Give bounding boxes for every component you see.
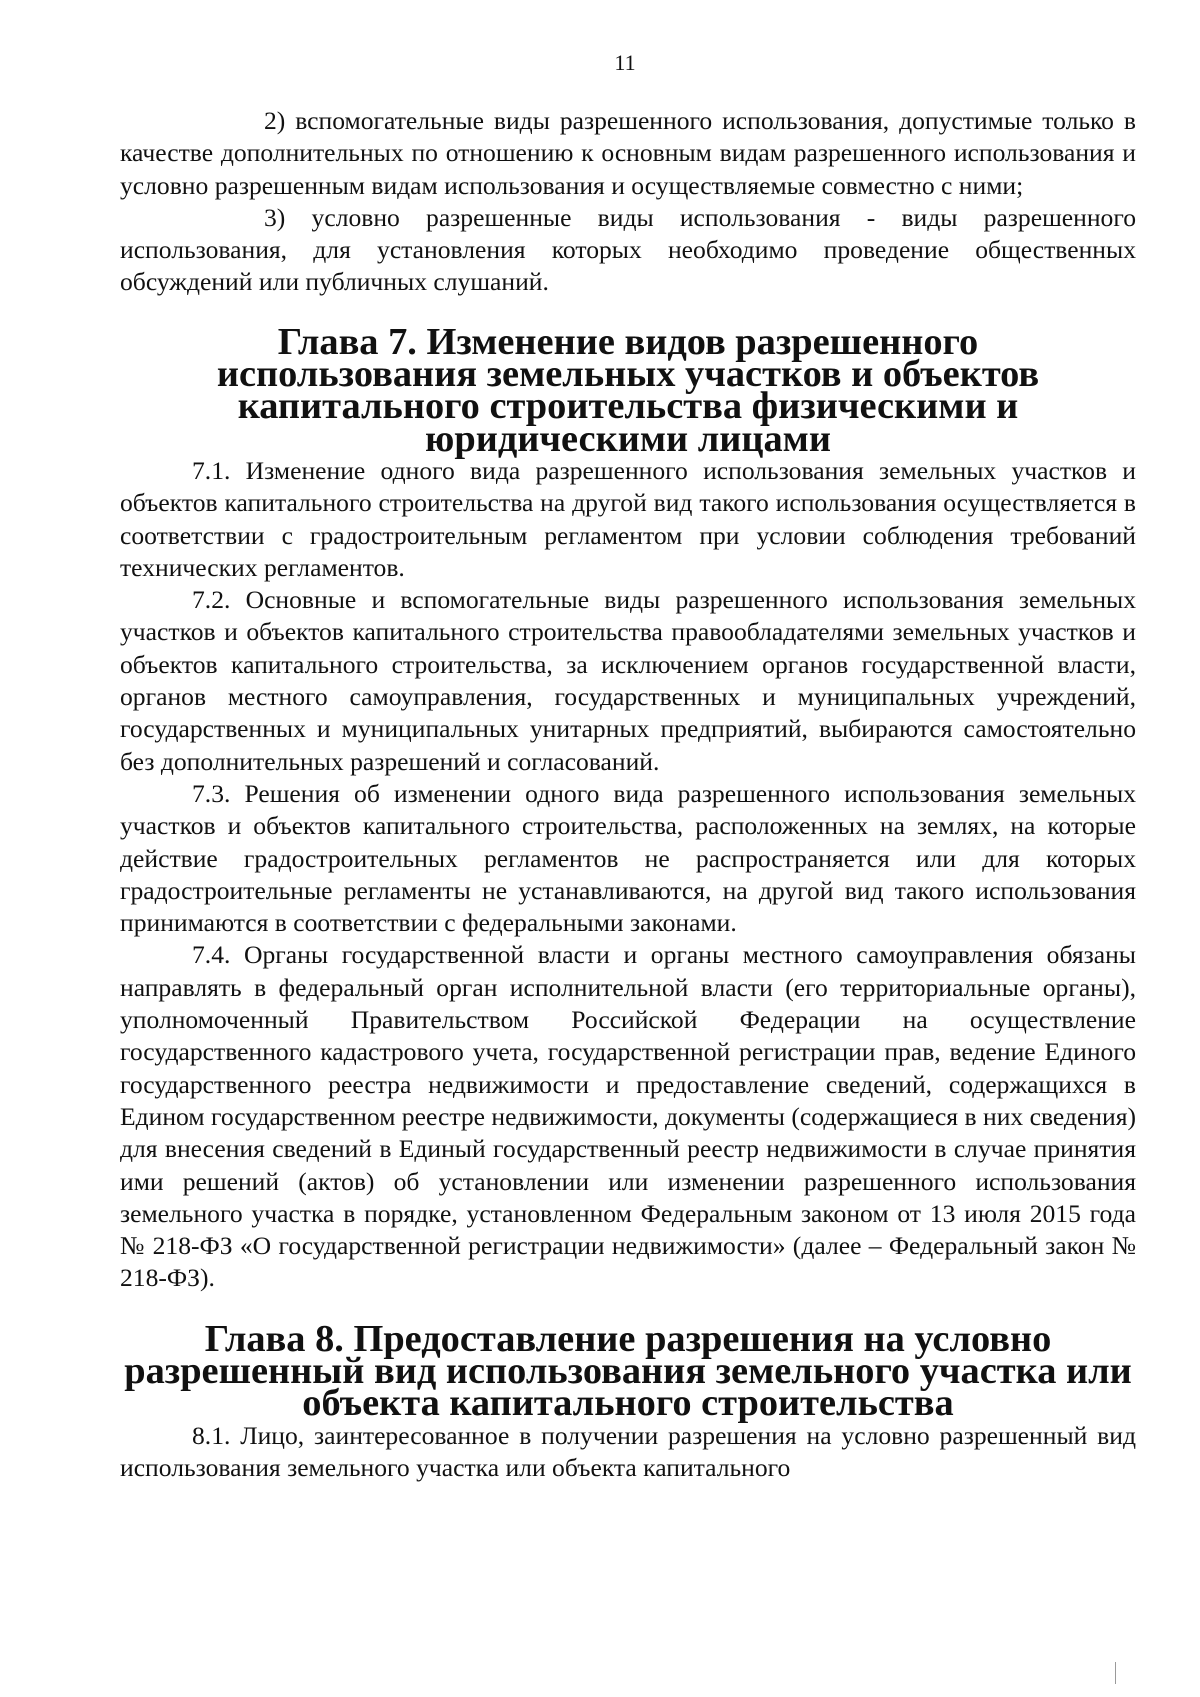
paragraph-text: Изменение одного вида разрешенного использования земельных участков и объектов капитального строительства на другой вид такого использования осуществляется в соответствии с градостроительным регламентом при условии соблюдения требований технических регламентов.: [120, 455, 1137, 582]
paragraph-number: 7.3.: [192, 778, 231, 808]
paragraph-7-3: [120, 778, 1136, 939]
paragraph-number: 7.1.: [192, 455, 231, 485]
paragraph-number: 8.1.: [192, 1420, 231, 1450]
list-item-number: 2): [264, 106, 286, 135]
paragraph-7-4: [120, 939, 1136, 1294]
page-number: 11: [614, 50, 636, 75]
chapter-8-heading: Глава 8. Предоставление разрешения на условно разрешенный вид использования земельного участка или объекта капитального строительства: [124, 1317, 1132, 1425]
list-item-number: 3): [264, 202, 286, 232]
paragraph-text: Решения об изменении одного вида разрешенного использования земельных участков и объектов капитального строительства, расположенных на землях, на которые действие градостроительных регламентов не распространяется или для которых градостроительные регламенты не устанавливаются, на другой вид такого использования принимаются в соответствии с федеральными законами.: [120, 778, 1136, 938]
paragraph-7-2: [120, 584, 1136, 778]
list-item-text: вспомогательные виды разрешенного использования, допустимые только в качестве дополнительных по отношению к основным видам разрешенного использования и условно разрешенным видам использования и осуществляемые совместно с ними;: [120, 106, 1136, 200]
scan-mark: [1115, 1662, 1116, 1684]
paragraph-number: 7.2.: [192, 585, 231, 615]
document-body: [120, 105, 1136, 1484]
paragraph-7-1: [120, 455, 1136, 584]
paragraph-text: Основные и вспомогательные виды разрешенного использования земельных участков и объектов капитального строительства правообладателями земельных участков и объектов капитального строительства, за исключением органов государственной власти, органов местного самоуправления, государственных и муниципальных учреждений, государственных и муниципальных унитарных предприятий, выбираются самостоятельно без дополнительных разрешений и согласований.: [120, 585, 1137, 776]
list-item-3: [120, 202, 1136, 299]
paragraph-number: 7.4.: [192, 940, 231, 970]
paragraph-8-1: [120, 1420, 1136, 1485]
chapter-7-heading: Глава 7. Изменение видов разрешенного использования земельных участков и объектов капитального строительства физическими и юридическими лицами: [216, 320, 1040, 460]
paragraph-text: Лицо, заинтересованное в получении разрешения на условно разрешенный вид использования земельного участка или объекта капитального: [120, 1420, 1136, 1482]
list-item-2: [120, 105, 1136, 202]
paragraph-text: Органы государственной власти и органы местного самоуправления обязаны направлять в федеральный орган исполнительной власти (его территориальные органы), уполномоченный Правительством Российской Федерации на осуществление государственного кадастрового учета, государственной регистрации прав, ведение Единого государственного реестра недвижимости и предоставление сведений, содержащихся в Едином государственном реестре недвижимости, документы (содержащиеся в них сведения) для внесения сведений в Единый государственный реестр недвижимости в случае принятия ими решений (актов) об установлении или изменении разрешенного использования земельного участка в порядке, установленном Федеральным законом от 13 июля 2015 года № 218-ФЗ «О государственной регистрации недвижимости» (далее – Федеральный закон № 218-ФЗ).: [120, 940, 1136, 1293]
list-item-text: условно разрешенные виды использования - виды разрешенного использования, для установления которых необходимо проведение общественных обсуждений или публичных слушаний.: [120, 202, 1136, 297]
